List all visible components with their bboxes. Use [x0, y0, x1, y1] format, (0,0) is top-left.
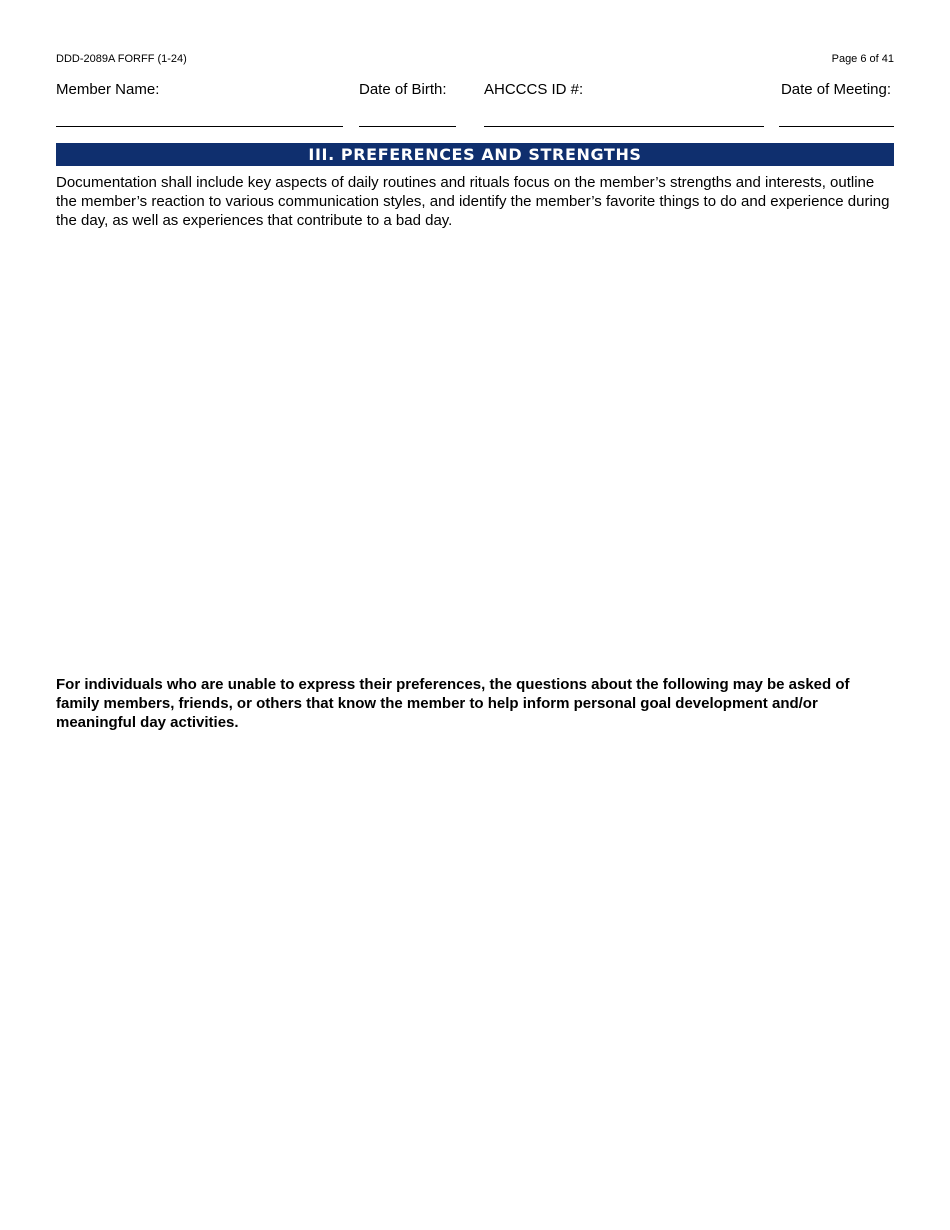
member-name-field[interactable] [56, 126, 343, 127]
date-of-meeting-field[interactable] [779, 126, 894, 127]
member-name-label: Member Name: [56, 81, 160, 98]
page-number: Page 6 of 41 [831, 53, 894, 65]
date-of-birth-field[interactable] [359, 126, 456, 127]
section-intro: Documentation shall include key aspects of daily routines and rituals focus on the member’s strengths and interests, outline the member’s reaction to various communication styles, and identify the member’s favorite things to do and experience during the day, as well as experiences that contribute to a bad day. [56, 174, 890, 229]
section-note: For individuals who are unable to express their preferences, the questions about the following may be asked of family members, friends, or others that know the member to help inform personal goal development and/or meaningful day activities. [56, 676, 850, 731]
date-of-meeting-label: Date of Meeting: [780, 81, 891, 98]
section-title: III. PREFERENCES AND STRENGTHS [56, 143, 894, 166]
form-code: DDD-2089A FORFF (1-24) [56, 53, 187, 65]
date-of-birth-label: Date of Birth: [359, 81, 447, 98]
ahcccs-id-label: AHCCCS ID #: [484, 81, 584, 98]
ahcccs-id-field[interactable] [484, 126, 764, 127]
